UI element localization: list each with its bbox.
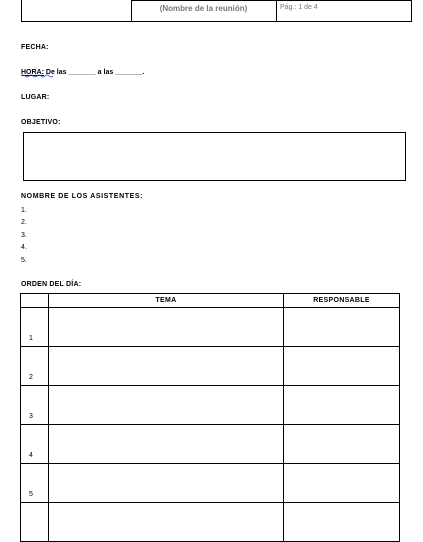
table-row <box>21 425 400 464</box>
responsible-cell[interactable] <box>284 308 400 347</box>
topic-cell[interactable] <box>49 464 284 503</box>
topic-cell[interactable] <box>49 308 284 347</box>
column-header-number <box>21 294 49 308</box>
table-row <box>21 464 400 503</box>
responsible-cell[interactable] <box>284 503 400 542</box>
attendee-item: 2. <box>21 219 27 226</box>
table-row <box>21 503 400 542</box>
topic-cell[interactable] <box>49 386 284 425</box>
responsible-cell[interactable] <box>284 464 400 503</box>
table-row <box>21 347 400 386</box>
table-row <box>21 386 400 425</box>
topic-cell[interactable] <box>49 347 284 386</box>
table-header-row <box>21 294 400 308</box>
spellcheck-underline <box>21 74 55 78</box>
attendee-item: 1. <box>21 207 27 214</box>
attendees-title: NOMBRE DE LOS ASISTENTES: <box>21 193 144 200</box>
topic-cell[interactable] <box>49 425 284 464</box>
table-row <box>21 308 400 347</box>
column-header-responsible: RESPONSABLE <box>284 294 400 308</box>
agenda-table <box>20 293 400 542</box>
row-number <box>21 503 49 542</box>
topic-cell[interactable] <box>49 503 284 542</box>
meeting-name: (Nombre de la reunión) <box>159 4 248 13</box>
agenda-title: ORDEN DEL DÍA: <box>21 281 82 288</box>
row-number: 4 <box>21 425 49 464</box>
responsible-cell[interactable] <box>284 347 400 386</box>
column-header-topic: TEMA <box>49 294 284 308</box>
responsible-cell[interactable] <box>284 425 400 464</box>
time-field <box>21 69 144 76</box>
objective-box[interactable] <box>23 132 406 181</box>
document-header <box>21 0 412 22</box>
row-number: 5 <box>21 464 49 503</box>
header-row-divider <box>131 0 411 1</box>
objective-label: OBJETIVO: <box>21 119 61 126</box>
attendee-item: 3. <box>21 232 27 239</box>
responsible-cell[interactable] <box>284 386 400 425</box>
row-number: 2 <box>21 347 49 386</box>
time-label: HORA: <box>21 69 44 76</box>
place-label: LUGAR: <box>21 94 50 101</box>
row-number: 1 <box>21 308 49 347</box>
row-number: 3 <box>21 386 49 425</box>
time-text: De las _______ a las _______. <box>43 69 145 76</box>
header-divider <box>276 0 277 21</box>
date-label: FECHA: <box>21 44 49 51</box>
page-indicator: Pág.: 1 de 4 <box>280 4 318 11</box>
attendee-item: 5. <box>21 257 27 264</box>
attendee-item: 4. <box>21 244 27 251</box>
